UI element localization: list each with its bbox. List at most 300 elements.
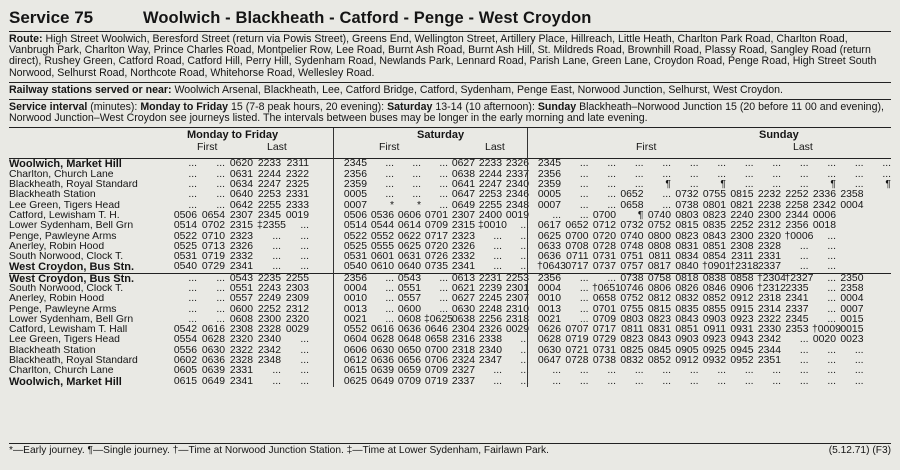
time-cell: ... — [689, 375, 699, 387]
time-cell: ... — [188, 282, 197, 294]
time-cell: 0005 — [537, 189, 561, 201]
time-cell: 2356 — [785, 220, 809, 232]
time-cell: 0636 — [537, 251, 561, 263]
footnotes: *—Early journey. ¶—Single journey. †—Time at Norwood Junction Station. ‡—Time at Lower Sydenham, Fairlawn Park. — [9, 445, 549, 456]
sun-day-header: Sunday — [759, 129, 799, 142]
time-cell: 2323 — [451, 230, 475, 242]
time-cell: 2326 — [229, 240, 253, 252]
sat-sun-divider — [527, 128, 528, 387]
time-cell: 0812 — [647, 293, 671, 305]
time-cell: ... — [216, 272, 225, 284]
time-cell: 0648 — [397, 334, 421, 346]
time-cell: 2249 — [257, 293, 281, 305]
time-cell: ... — [772, 365, 781, 377]
time-cell: 0659 — [397, 365, 421, 377]
time-cell: ... — [493, 365, 502, 377]
time-cell: 2359 — [537, 179, 561, 191]
time-cell: 2400 — [478, 209, 502, 221]
time-cell: ... — [579, 158, 589, 170]
time-cell: 0852 — [702, 293, 726, 305]
time-cell: 2346 — [505, 189, 529, 201]
time-cell: 0556 — [173, 344, 197, 356]
time-cell: 0029 — [285, 324, 309, 336]
time-cell: 0602 — [173, 355, 197, 367]
time-cell: 0606 — [397, 209, 421, 221]
time-cell: 0708 — [565, 240, 589, 252]
time-cell: ... — [579, 375, 589, 387]
stop-name: Woolwich, Market Hill — [9, 159, 122, 170]
time-cell: 2235 — [257, 272, 281, 284]
stop-name: Anerley, Robin Hood — [9, 241, 105, 252]
time-cell: ... — [799, 240, 809, 252]
mf-day-header: Monday to Friday — [187, 129, 279, 142]
time-cell: ... — [689, 365, 699, 377]
time-cell: 0013 — [537, 303, 561, 315]
time-cell: 2340 — [257, 334, 281, 346]
time-cell: ... — [882, 168, 891, 180]
time-cell: ... — [579, 365, 589, 377]
time-cell: 0613 — [451, 272, 475, 284]
time-cell: ... — [493, 261, 502, 273]
time-cell: 0806 — [647, 282, 671, 294]
sun-first-header: First — [636, 141, 657, 154]
stop-name: Lower Sydenham, Bell Grn — [9, 314, 134, 325]
time-cell: 2345 — [537, 158, 561, 170]
time-cell: 0728 — [565, 355, 589, 367]
time-cell: 0514 — [343, 220, 367, 232]
stop-name: Charlton, Church Lane — [9, 169, 114, 180]
time-cell: ... — [552, 375, 561, 387]
time-cell: ... — [272, 240, 281, 252]
time-cell: 2300 — [757, 209, 781, 221]
time-cell: ... — [300, 334, 309, 346]
time-cell: 0923 — [702, 334, 726, 346]
time-cell: 0815 — [730, 189, 754, 201]
time-cell: ... — [520, 251, 529, 263]
railway-stations — [9, 83, 891, 100]
time-cell: 0731 — [592, 344, 616, 356]
time-cell: 0903 — [702, 313, 726, 325]
time-cell: 0835 — [675, 303, 699, 315]
time-cell: 0709 — [592, 313, 616, 325]
time-cell: 0636 — [201, 355, 225, 367]
time-cell: 0007 — [537, 199, 561, 211]
time-cell: ... — [552, 209, 561, 221]
time-cell: ... — [579, 209, 589, 221]
time-cell: ... — [689, 158, 699, 170]
time-cell: ... — [799, 158, 809, 170]
time-cell: 0649 — [451, 199, 475, 211]
time-cell: ... — [744, 179, 754, 191]
time-cell: 2337 — [505, 168, 529, 180]
time-cell: 0005 — [343, 189, 367, 201]
time-cell: 0636 — [397, 324, 421, 336]
stop-name: Woolwich, Market Hill — [9, 376, 122, 387]
time-cell: 0752 — [647, 220, 671, 232]
time-cell: 2233 — [478, 158, 502, 170]
time-cell: ¶ — [830, 179, 836, 191]
time-cell: 2350 — [840, 272, 864, 284]
time-cell: 0906 — [730, 282, 754, 294]
time-cell: ... — [827, 375, 836, 387]
time-cell: 0639 — [370, 365, 394, 377]
time-cell: 0717 — [565, 261, 589, 273]
timetable-page — [9, 6, 891, 458]
time-cell: ... — [300, 230, 309, 242]
time-cell: 2335 — [785, 282, 809, 294]
time-cell: 0536 — [370, 209, 394, 221]
time-cell: 0912 — [730, 293, 754, 305]
time-cell: ... — [854, 158, 864, 170]
time-cell: 0834 — [675, 251, 699, 263]
time-cell: 2351 — [757, 355, 781, 367]
time-cell: ¶ — [665, 179, 671, 191]
time-cell: 0811 — [648, 251, 671, 263]
time-cell: 2311 — [286, 158, 309, 170]
time-cell: 0854 — [702, 251, 726, 263]
time-cell: ... — [827, 282, 836, 294]
time-cell: 2231 — [478, 272, 502, 284]
time-cell: 2337 — [785, 303, 809, 315]
time-cell: 0616 — [201, 324, 225, 336]
time-cell: ... — [412, 158, 421, 170]
time-cell: ... — [579, 199, 589, 211]
time-cell: ... — [272, 251, 281, 263]
time-cell: 0923 — [730, 313, 754, 325]
time-cell: 2252 — [730, 220, 754, 232]
time-cell: ... — [272, 230, 281, 242]
time-cell: 0634 — [229, 179, 253, 191]
time-cell: 2337 — [451, 375, 475, 387]
time-cell: 0800 — [647, 230, 671, 242]
route-label: Route: — [9, 33, 43, 45]
time-cell: ... — [188, 293, 197, 305]
time-cell: ... — [744, 168, 754, 180]
time-cell: 0931 — [730, 324, 754, 336]
time-cell: ... — [772, 158, 781, 170]
time-cell: 0709 — [397, 375, 421, 387]
time-cell: 2247 — [257, 179, 281, 191]
time-cell: ... — [772, 179, 781, 191]
time-cell: ... — [744, 365, 754, 377]
time-cell: ... — [772, 168, 781, 180]
stop-name: Penge, Pawleyne Arms — [9, 304, 117, 315]
time-cell: ‡2355 — [257, 220, 286, 232]
time-cell: ... — [717, 375, 726, 387]
time-cell: 0700 — [592, 209, 616, 221]
time-cell: 0021 — [537, 313, 561, 325]
time-cell: 0610 — [370, 261, 394, 273]
time-cell: ... — [634, 168, 644, 180]
time-cell: 0712 — [592, 220, 616, 232]
time-cell: 2232 — [757, 189, 781, 201]
time-cell: 0542 — [173, 324, 197, 336]
time-cell: 0631 — [397, 251, 421, 263]
timetable-grid — [9, 128, 891, 387]
time-cell: 2325 — [285, 179, 309, 191]
time-cell: 2328 — [757, 240, 781, 252]
route-text: High Street Woolwich, Beresford Street (return via Powis Street), Greens End, Wellington Street, Artillery Place, Hillreach, Little Heath, Charlton Park Road, Charlton Road, Vanbrugh Park, Charlton Way, Prince Charles Road, Montpelier Row, Lee Road, Burnt Ash Road, Burnt Ash Hill, St. Mildreds Road, Brownhill Road, Plassy Road, Sangley Road (return direct), Rushey Green, Catford Road, Catford Hill, Perry Hill, Sydenham Road, Newlands Park, Lennard Road, Parish Lane, Green Lane, Croydon Road, Penge Road, High Street South Norwood, Selhurst Road, Northcote Road, Whitehorse Road, Wellesley Road. — [9, 33, 877, 79]
time-cell: 0952 — [730, 355, 754, 367]
time-cell: 0015 — [840, 324, 864, 336]
time-cell: 2310 — [505, 303, 529, 315]
time-cell: 2356 — [343, 272, 367, 284]
time-cell: 0626 — [537, 324, 561, 336]
time-cell: 0647 — [451, 189, 475, 201]
mf-first-header: First — [197, 141, 218, 154]
time-cell: ... — [827, 293, 836, 305]
stop-name: Catford, Lewisham T. Hall — [9, 325, 128, 336]
time-cell: 0625 — [397, 240, 421, 252]
time-cell: 0803 — [620, 313, 644, 325]
time-cell: ... — [827, 313, 836, 325]
time-cell: 2341 — [229, 375, 253, 387]
time-cell: ... — [188, 303, 197, 315]
time-cell: 0831 — [647, 324, 671, 336]
time-cell: ... — [799, 375, 809, 387]
time-cell: 2233 — [257, 158, 281, 170]
time-cell: 0731 — [592, 251, 616, 263]
time-cell: 2345 — [257, 209, 281, 221]
time-cell: 0552 — [343, 324, 367, 336]
time-cell: ... — [607, 158, 616, 170]
time-cell: ... — [439, 168, 448, 180]
time-cell: 2340 — [478, 344, 502, 356]
time-cell: 2320 — [229, 334, 253, 346]
time-cell: 0852 — [647, 355, 671, 367]
time-cell: ... — [216, 158, 225, 170]
time-cell: 2255 — [478, 199, 502, 211]
time-cell: ¶ — [637, 209, 644, 221]
time-cell: 2326 — [478, 324, 502, 336]
time-cell: 2328 — [257, 324, 281, 336]
time-cell: 2307 — [505, 293, 529, 305]
time-cell: 2358 — [840, 189, 864, 201]
time-cell: 0654 — [201, 209, 225, 221]
time-cell: 2318 — [757, 293, 781, 305]
time-cell: ... — [300, 261, 309, 273]
time-cell: 0506 — [343, 209, 367, 221]
railway-label: Railway stations served or near: — [9, 83, 172, 96]
time-cell: ... — [579, 179, 589, 191]
time-cell: ... — [216, 293, 225, 305]
time-cell: ... — [854, 168, 864, 180]
time-cell: ... — [634, 365, 644, 377]
time-cell: 2356 — [537, 272, 561, 284]
time-cell: ... — [216, 168, 225, 180]
time-cell: 0700 — [424, 344, 448, 356]
time-cell: ... — [607, 168, 616, 180]
time-cell: ... — [216, 179, 225, 191]
time-cell: 0707 — [565, 324, 589, 336]
time-cell: ... — [662, 168, 671, 180]
time-cell: 2320 — [285, 313, 309, 325]
time-cell: 2307 — [451, 209, 475, 221]
time-cell: 0630 — [201, 344, 225, 356]
time-cell: 0605 — [173, 365, 197, 377]
time-cell: 0638 — [451, 168, 475, 180]
time-cell: ... — [300, 220, 309, 232]
time-cell: 0616 — [370, 324, 394, 336]
time-cell: 0506 — [173, 209, 197, 221]
time-cell: 0018 — [812, 220, 836, 232]
time-cell: 0615 — [343, 365, 367, 377]
time-cell: 0720 — [424, 240, 448, 252]
time-cell: ... — [579, 272, 589, 284]
time-cell: 0825 — [620, 344, 644, 356]
interval-sun-text: Blackheath–Norwood Junction 15 (20 before 11 00 and evening), Norwood Junction–West Croydon see journeys listed. The intervals between buses may be longer in the early morning and late evening. — [9, 101, 884, 125]
time-cell: ... — [827, 272, 836, 284]
time-cell: 0911 — [703, 324, 726, 336]
time-cell: 0758 — [647, 272, 671, 284]
time-cell: 0821 — [730, 199, 754, 211]
time-cell: ... — [385, 313, 394, 325]
time-cell: ... — [662, 158, 671, 170]
time-cell: ... — [300, 251, 309, 263]
time-cell: 0652 — [565, 220, 589, 232]
time-cell: 0808 — [647, 240, 671, 252]
time-cell: 0621 — [451, 282, 475, 294]
time-cell: 0719 — [565, 334, 589, 346]
time-cell: ... — [772, 375, 781, 387]
time-cell: 0630 — [451, 303, 475, 315]
time-cell: 0817 — [647, 261, 671, 273]
time-cell: ... — [799, 261, 809, 273]
time-cell: 0020 — [812, 334, 836, 346]
table-row — [9, 262, 891, 272]
time-cell: 0540 — [343, 261, 367, 273]
time-cell: ... — [300, 375, 309, 387]
time-cell: ... — [439, 158, 448, 170]
time-cell: 0751 — [620, 251, 644, 263]
time-cell: 0656 — [397, 355, 421, 367]
time-cell: ... — [412, 189, 421, 201]
time-cell: 2256 — [478, 313, 502, 325]
service-number: Service 75 — [9, 8, 94, 27]
edition-code: (5.12.71) (F3) — [828, 445, 891, 456]
time-cell: ... — [689, 168, 699, 180]
stop-name: Blackheath, Royal Standard — [9, 180, 138, 191]
time-cell: 0525 — [343, 240, 367, 252]
time-cell: ... — [385, 179, 394, 191]
time-cell: 0646 — [424, 324, 448, 336]
time-cell: 0630 — [370, 344, 394, 356]
time-cell: ... — [827, 303, 836, 315]
time-cell: 2255 — [257, 199, 281, 211]
time-cell: 0818 — [675, 272, 699, 284]
time-cell: ... — [827, 365, 836, 377]
time-cell: 2244 — [478, 168, 502, 180]
time-cell: 0600 — [397, 303, 421, 315]
sat-first-header: First — [379, 141, 400, 154]
time-cell: ... — [882, 158, 891, 170]
time-cell: 2348 — [505, 199, 529, 211]
time-cell: ... — [520, 230, 529, 242]
time-cell: ... — [579, 293, 589, 305]
time-cell: 0815 — [675, 220, 699, 232]
time-cell: 2326 — [505, 158, 529, 170]
time-cell: 2304 — [451, 324, 475, 336]
time-cell: ... — [854, 179, 864, 191]
time-cell: 0557 — [397, 293, 421, 305]
time-cell: 2356 — [537, 168, 561, 180]
time-cell: 2248 — [478, 303, 502, 315]
time-cell: 2301 — [505, 282, 529, 294]
time-cell: 0029 — [505, 324, 529, 336]
time-cell: ... — [439, 189, 448, 201]
time-cell: 0709 — [424, 365, 448, 377]
time-cell: 2341 — [785, 293, 809, 305]
interval-sun-label: Sunday — [537, 101, 577, 114]
time-cell: 0007 — [343, 199, 367, 211]
time-cell: ... — [520, 344, 529, 356]
time-cell: 0004 — [343, 282, 367, 294]
time-cell: 0612 — [343, 355, 367, 367]
time-cell: †0006 — [784, 230, 814, 242]
time-cell: 2307 — [229, 209, 253, 221]
time-cell: 2322 — [229, 344, 253, 356]
time-cell: 2316 — [451, 334, 475, 346]
time-cell: ... — [827, 344, 836, 356]
time-cell: †0651 — [592, 282, 621, 294]
time-cell: 2252 — [785, 189, 809, 201]
time-cell: 0932 — [702, 355, 726, 367]
stop-name: Lee Green, Tigers Head — [9, 200, 120, 211]
time-cell: 0642 — [229, 199, 253, 211]
time-cell: †0901 — [702, 261, 731, 273]
time-cell: 0835 — [702, 220, 726, 232]
table-row — [9, 170, 891, 180]
time-cell: 2342 — [757, 334, 781, 346]
time-cell: 0010 — [343, 293, 367, 305]
time-cell: ... — [385, 189, 394, 201]
time-cell: ... — [854, 355, 864, 367]
interval-sat-label: Saturday — [387, 101, 433, 114]
time-cell: ... — [662, 375, 671, 387]
time-cell: ... — [607, 189, 616, 201]
mf-sat-divider — [333, 128, 334, 387]
time-cell: 0729 — [201, 261, 225, 273]
time-cell: ... — [520, 261, 529, 273]
time-cell: ‡0625 — [424, 313, 453, 325]
time-cell: 2243 — [257, 282, 281, 294]
time-cell: 0531 — [343, 251, 367, 263]
time-cell: ... — [439, 199, 448, 211]
time-cell: 0811 — [621, 324, 644, 336]
time-cell: ... — [188, 313, 197, 325]
time-cell: 2342 — [257, 344, 281, 356]
time-cell: ... — [300, 240, 309, 252]
time-cell: 0600 — [229, 303, 253, 315]
time-cell: ... — [827, 240, 836, 252]
time-cell: 2341 — [451, 261, 475, 273]
time-cell: ... — [439, 179, 448, 191]
time-cell: ... — [744, 158, 754, 170]
sat-last-header: Last — [485, 141, 505, 154]
time-cell: 0757 — [620, 261, 644, 273]
time-cell: ... — [188, 199, 197, 211]
time-cell: 0640 — [229, 189, 253, 201]
time-cell: 2342 — [812, 199, 836, 211]
time-cell: 2338 — [478, 334, 502, 346]
time-cell: 2245 — [478, 293, 502, 305]
time-cell: 0540 — [173, 261, 197, 273]
time-cell: 2353 — [785, 324, 809, 336]
time-cell: 0755 — [620, 303, 644, 315]
time-cell: 2300 — [730, 230, 754, 242]
time-cell: 0514 — [173, 220, 197, 232]
time-cell: ... — [385, 303, 394, 315]
